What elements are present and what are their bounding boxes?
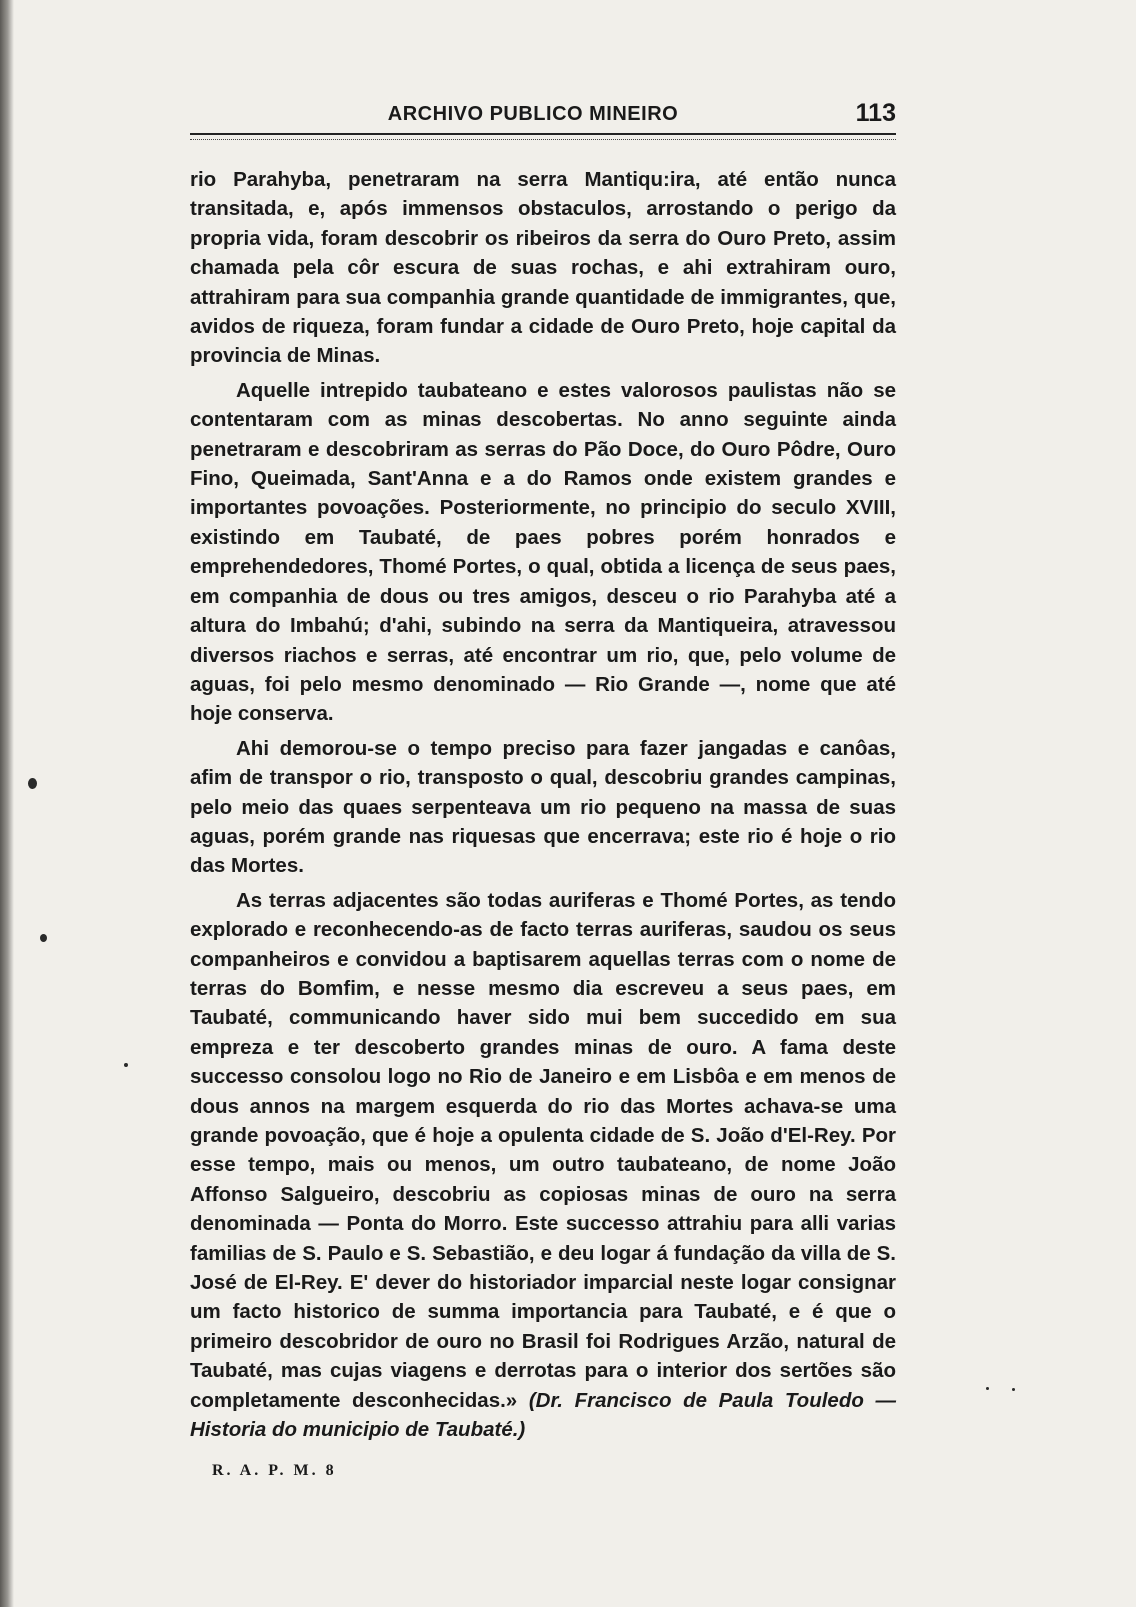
running-title: ARCHIVO PUBLICO MINEIRO: [387, 103, 679, 125]
footer-signature: R. A. P. M. 8: [212, 1462, 337, 1479]
paragraph-text: As terras adjacentes são todas auriferas e Thomé Portes, as tendo explorado e reconhecendo-as de facto terras auriferas, saudou os seus companheiros e convidou a baptisarem aquellas terras com o nome de terras do Bomfim, e nesse mesmo dia escreveu a seus paes, em Taubaté, communicando haver sido mui bem succedido em sua empreza e ter descoberto grandes minas de ouro. A fama deste successo consolou logo no Rio de Janeiro e em Lisbôa e em menos de dous annos na margem esquerda do rio das Mortes achava-se uma grande povoação, que é hoje a opulenta cidade de S. João d'El-Rey. Por esse tempo, mais ou menos, um outro taubateano, de nome João Affonso Salgueiro, descobriu as copiosas minas de ouro na serra denominada — Ponta do Morro. Este successo attrahiu para alli varias familias de S. Paulo e S. Sebastião, e deu logar á fundação da villa de S. José de El-Rey. E' dever do historiador imparcial neste logar consignar um facto historico de summa importancia para Taubaté, e é que o primeiro descobridor de ouro no Brasil foi Rodrigues Arzão, natural de Taubaté, mas cujas viagens e derrotas para o interior dos sertões são completamente desconhecidas.»: [190, 888, 896, 1412]
paragraph-4: [190, 886, 896, 1445]
paragraph-3: [190, 734, 896, 881]
scan-speck: [124, 1063, 128, 1067]
paragraph-1: [190, 165, 896, 371]
scan-speck: [1012, 1388, 1015, 1391]
paragraph-text: Aquelle intrepido taubateano e estes valorosos paulistas não se contentaram com as minas descobertas. No anno seguinte ainda penetraram e descobriram as serras do Pão Doce, do Ouro Pôdre, Ouro Fino, Queimada, Sant'Anna e a do Ramos onde existem grandes e importantes povoações. Posteriormente, no principio do seculo XVIII, existindo em Taubaté, de paes pobres porém honrados e emprehendedores, Thomé Portes, o qual, obtida a licença de seus paes, em companhia de dous ou tres amigos, desceu o rio Parahyba até a altura do Imbahú; d'ahi, subindo na serra da Mantiqueira, atravessou diversos riachos e serras, até encontrar um rio, que, pelo volume de aguas, foi pelo mesmo denominado — Rio Grande —, nome que até hoje conserva.: [190, 378, 896, 726]
citation: (Dr. Francisco de Paula Touledo — Historia do municipio de Taubaté.): [190, 1388, 896, 1442]
scan-speck: [40, 934, 47, 942]
page-header: [190, 99, 896, 135]
paragraph-2: [190, 376, 896, 729]
body-text: [190, 165, 896, 1449]
scan-page-edge: [0, 0, 14, 1607]
paragraph-text: rio Parahyba, penetraram na serra Mantiqu:ira, até então nunca transitada, e, após immensos obstaculos, arrostando o perigo da propria vida, foram descobrir os ribeiros da serra do Ouro Preto, assim chamada pela côr escura de suas rochas, e ahi extrahiram ouro, attrahiram para sua companhia grande quantidade de immigrantes, que, avidos de riqueza, foram fundar a cidade de Ouro Preto, hoje capital da provincia de Minas.: [190, 168, 896, 368]
scan-speck: [28, 778, 37, 789]
scan-speck: [986, 1387, 989, 1390]
page-number: 113: [855, 99, 896, 127]
paragraph-text: Ahi demorou-se o tempo preciso para fazer jangadas e canôas, afim de transpor o rio, transposto o qual, descobriu grandes campinas, pelo meio das quaes serpenteava um rio pequeno na massa de suas aguas, porém grande nas riquesas que encerrava; este rio é hoje o rio das Mortes.: [190, 736, 896, 878]
header-rule: [190, 133, 896, 140]
